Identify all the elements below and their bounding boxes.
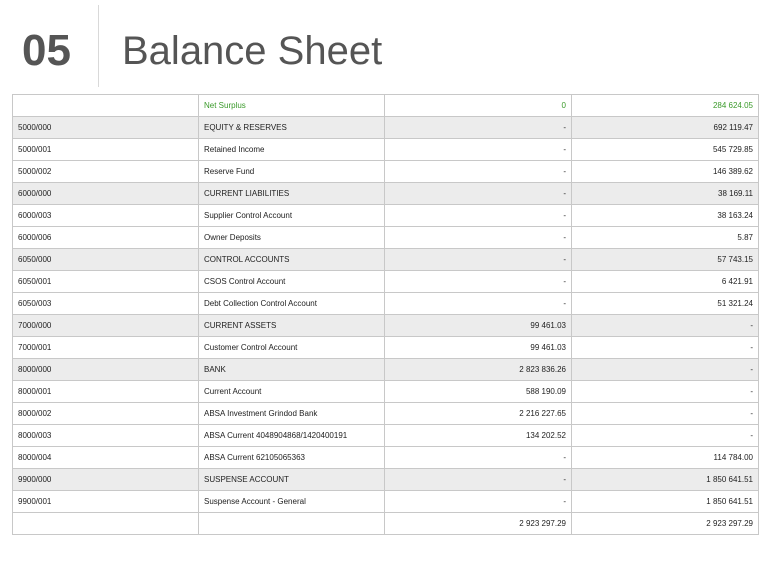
current-amount-cell: 588 190.09 [385, 381, 572, 403]
description-cell: Suspense Account - General [199, 491, 385, 513]
table-row [13, 337, 759, 359]
current-total-cell: 2 923 297.29 [385, 513, 572, 535]
table-row [13, 359, 759, 381]
account-code-cell: 8000/000 [13, 359, 199, 381]
description-cell: Reserve Fund [199, 161, 385, 183]
current-amount-cell: 99 461.03 [385, 315, 572, 337]
description-cell: CURRENT ASSETS [199, 315, 385, 337]
prior-amount-cell: 114 784.00 [572, 447, 759, 469]
account-code-cell: 6050/003 [13, 293, 199, 315]
table-row [13, 293, 759, 315]
balance-sheet-body [13, 95, 759, 535]
account-code-cell: 5000/001 [13, 139, 199, 161]
description-cell: ABSA Investment Grindod Bank [199, 403, 385, 425]
table-row [13, 469, 759, 491]
current-amount-cell: - [385, 271, 572, 293]
table-row [13, 491, 759, 513]
current-amount-cell: 99 461.03 [385, 337, 572, 359]
account-code-cell: 6000/006 [13, 227, 199, 249]
prior-amount-cell: 545 729.85 [572, 139, 759, 161]
account-code-cell: 8000/002 [13, 403, 199, 425]
prior-amount-cell: 1 850 641.51 [572, 491, 759, 513]
current-amount-cell: - [385, 249, 572, 271]
description-cell: CURRENT LIABILITIES [199, 183, 385, 205]
account-code-cell: 7000/001 [13, 337, 199, 359]
prior-total-cell: 2 923 297.29 [572, 513, 759, 535]
account-code-cell: 8000/004 [13, 447, 199, 469]
section-number: 05 [22, 26, 71, 75]
prior-amount-cell: 5.87 [572, 227, 759, 249]
totals-row [13, 513, 759, 535]
prior-amount-cell: 6 421.91 [572, 271, 759, 293]
description-cell: Owner Deposits [199, 227, 385, 249]
prior-amount-cell: 38 163.24 [572, 205, 759, 227]
table-row [13, 249, 759, 271]
current-amount-cell: - [385, 161, 572, 183]
account-code-cell: 6000/000 [13, 183, 199, 205]
table-row [13, 205, 759, 227]
current-amount-cell: - [385, 491, 572, 513]
description-cell: Net Surplus [199, 95, 385, 117]
current-amount-cell: 134 202.52 [385, 425, 572, 447]
account-code-cell: 5000/000 [13, 117, 199, 139]
description-cell: CSOS Control Account [199, 271, 385, 293]
table-row [13, 183, 759, 205]
prior-amount-cell: - [572, 359, 759, 381]
table-row [13, 227, 759, 249]
prior-amount-cell: - [572, 337, 759, 359]
table-row [13, 161, 759, 183]
description-cell: SUSPENSE ACCOUNT [199, 469, 385, 491]
page-title: Balance Sheet [122, 29, 383, 73]
table-row [13, 117, 759, 139]
table-row [13, 315, 759, 337]
description-cell: Debt Collection Control Account [199, 293, 385, 315]
table-row [13, 425, 759, 447]
table-row [13, 271, 759, 293]
table-row [13, 447, 759, 469]
current-amount-cell: 2 823 836.26 [385, 359, 572, 381]
account-code-cell [13, 513, 199, 535]
description-cell: Current Account [199, 381, 385, 403]
prior-amount-cell: 284 624.05 [572, 95, 759, 117]
prior-amount-cell: 38 169.11 [572, 183, 759, 205]
prior-amount-cell: 57 743.15 [572, 249, 759, 271]
description-cell [199, 513, 385, 535]
table-row [13, 139, 759, 161]
current-amount-cell: - [385, 183, 572, 205]
description-cell: EQUITY & RESERVES [199, 117, 385, 139]
current-amount-cell: - [385, 227, 572, 249]
balance-sheet-table [12, 94, 759, 535]
current-amount-cell: - [385, 469, 572, 491]
description-cell: Customer Control Account [199, 337, 385, 359]
prior-amount-cell: 692 119.47 [572, 117, 759, 139]
table-row [13, 403, 759, 425]
account-code-cell: 6050/000 [13, 249, 199, 271]
header-divider [98, 5, 99, 87]
prior-amount-cell: 1 850 641.51 [572, 469, 759, 491]
current-amount-cell: 0 [385, 95, 572, 117]
account-code-cell: 9900/001 [13, 491, 199, 513]
current-amount-cell: - [385, 205, 572, 227]
page-header [0, 0, 772, 94]
current-amount-cell: - [385, 139, 572, 161]
description-cell: CONTROL ACCOUNTS [199, 249, 385, 271]
current-amount-cell: - [385, 117, 572, 139]
description-cell: BANK [199, 359, 385, 381]
account-code-cell [13, 95, 199, 117]
account-code-cell: 8000/003 [13, 425, 199, 447]
net-surplus-row [13, 95, 759, 117]
prior-amount-cell: 51 321.24 [572, 293, 759, 315]
description-cell: ABSA Current 4048904868/1420400191 [199, 425, 385, 447]
prior-amount-cell: - [572, 403, 759, 425]
account-code-cell: 9900/000 [13, 469, 199, 491]
current-amount-cell: - [385, 447, 572, 469]
table-row [13, 381, 759, 403]
prior-amount-cell: - [572, 381, 759, 403]
account-code-cell: 7000/000 [13, 315, 199, 337]
account-code-cell: 5000/002 [13, 161, 199, 183]
prior-amount-cell: - [572, 425, 759, 447]
description-cell: Retained Income [199, 139, 385, 161]
current-amount-cell: - [385, 293, 572, 315]
account-code-cell: 6050/001 [13, 271, 199, 293]
prior-amount-cell: 146 389.62 [572, 161, 759, 183]
current-amount-cell: 2 216 227.65 [385, 403, 572, 425]
account-code-cell: 6000/003 [13, 205, 199, 227]
prior-amount-cell: - [572, 315, 759, 337]
account-code-cell: 8000/001 [13, 381, 199, 403]
description-cell: ABSA Current 62105065363 [199, 447, 385, 469]
description-cell: Supplier Control Account [199, 205, 385, 227]
